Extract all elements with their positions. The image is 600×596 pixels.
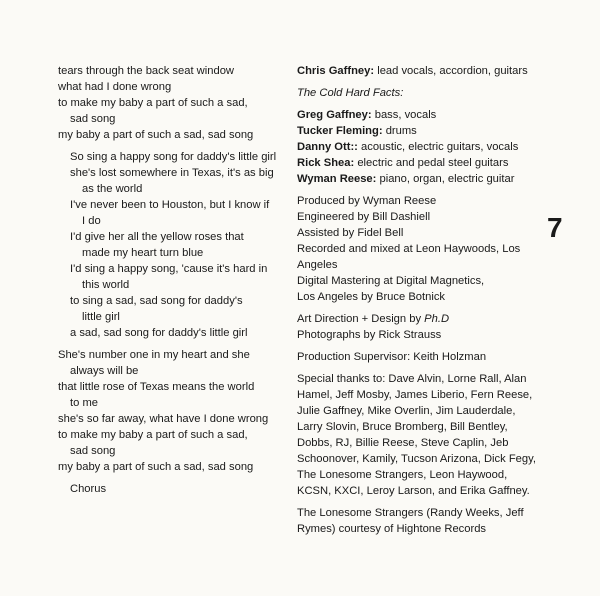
lyric-line: she's so far away, what have I done wrong [58, 413, 269, 425]
lyric-line: tears through the back seat window [58, 65, 234, 77]
band-member [297, 139, 547, 155]
lyric-line: that little rose of Texas means the world [58, 381, 255, 393]
lyric-line: sad song [70, 445, 116, 457]
credit-line: Larry Slovin, Bruce Bromberg, Bill Bentley, [297, 421, 508, 433]
lyric-line: a sad, sad song for daddy's little girl [70, 327, 248, 339]
band-member [297, 123, 547, 139]
lyrics-column [58, 63, 288, 497]
lyric-line: to make my baby a part of such a sad, [58, 429, 248, 441]
supervisor-credit: Production Supervisor: Keith Holzman [297, 351, 487, 363]
band-section-title: The Cold Hard Facts: [297, 87, 404, 99]
credit-line: Produced by Wyman Reese [297, 195, 437, 207]
member-name: Danny Ott:: [297, 141, 358, 153]
lyric-line: She's number one in my heart and she [58, 349, 250, 361]
band-member [297, 107, 547, 123]
credit-line: Recorded and mixed at Leon Haywoods, Los [297, 243, 521, 255]
lyric-line: she's lost somewhere in Texas, it's as big [70, 167, 274, 179]
lyric-line: my baby a part of such a sad, sad song [58, 129, 254, 141]
member-role: bass, vocals [374, 109, 437, 121]
lyric-line: what had I done wrong [58, 81, 172, 93]
lyric-line: to sing a sad, sad song for daddy's [70, 295, 243, 307]
credit-line: Julie Gaffney, Mike Overlin, Jim Lauderdale, [297, 405, 516, 417]
lead-credit-name: Chris Gaffney: [297, 65, 375, 77]
member-role: acoustic, electric guitars, vocals [361, 141, 519, 153]
lyric-line: sad song [70, 113, 116, 125]
production-credits [297, 193, 547, 305]
band-member [297, 171, 547, 187]
art-direction-credit [297, 311, 547, 327]
credit-line: Digital Mastering at Digital Magnetics, [297, 275, 485, 287]
member-role: piano, organ, electric guitar [379, 173, 515, 185]
credit-line: The Lonesome Strangers (Randy Weeks, Jeff [297, 507, 524, 519]
band-member [297, 155, 547, 171]
member-role: drums [385, 125, 417, 137]
art-direction-prefix: Art Direction + Design by [297, 313, 425, 325]
lyric-line: I'd sing a happy song, 'cause it's hard in [70, 263, 268, 275]
photography-credit: Photographs by Rick Strauss [297, 329, 442, 341]
courtesy-credit [297, 505, 547, 537]
lyric-line: I do [82, 215, 101, 227]
member-name: Greg Gaffney: [297, 109, 372, 121]
page-number: 7 [547, 212, 563, 243]
band-members [297, 107, 547, 187]
credit-line: Dobbs, RJ, Billie Reese, Steve Caplin, Jeb [297, 437, 509, 449]
lyric-line: to make my baby a part of such a sad, [58, 97, 248, 109]
member-name: Wyman Reese: [297, 173, 377, 185]
credits-column [297, 63, 547, 537]
lyrics-chorus [58, 149, 288, 341]
lyric-line: I've never been to Houston, but I know if [70, 199, 270, 211]
member-name: Rick Shea: [297, 157, 355, 169]
lyric-line: my baby a part of such a sad, sad song [58, 461, 254, 473]
chorus-label: Chorus [70, 483, 107, 495]
special-thanks [297, 371, 547, 499]
credit-line: Schoonover, Kamily, Tucson Arizona, Dick Fegy, [297, 453, 536, 465]
lyrics-verse-2 [58, 347, 288, 475]
member-role: electric and pedal steel guitars [357, 157, 509, 169]
lyrics-verse-1 [58, 63, 288, 143]
lyric-line: to me [70, 397, 98, 409]
credit-line: Angeles [297, 259, 338, 271]
credit-line: Assisted by Fidel Bell [297, 227, 404, 239]
lyric-line: I'd give her all the yellow roses that [70, 231, 244, 243]
credit-line: The Lonesome Strangers, Leon Haywood, [297, 469, 508, 481]
lead-credit [297, 63, 547, 79]
art-direction-name: Ph.D [424, 313, 450, 325]
member-name: Tucker Fleming: [297, 125, 383, 137]
credit-line: Hamel, Jeff Mosby, James Liberio, Fern Reese, [297, 389, 533, 401]
credit-line: Engineered by Bill Dashiell [297, 211, 431, 223]
lyric-line: made my heart turn blue [82, 247, 204, 259]
lyric-line: little girl [82, 311, 120, 323]
credit-line: Special thanks to: Dave Alvin, Lorne Rall, Alan [297, 373, 527, 385]
lyric-line: always will be [70, 365, 139, 377]
lead-credit-role: lead vocals, accordion, guitars [377, 65, 528, 77]
lyric-line: So sing a happy song for daddy's little girl [70, 151, 277, 163]
lyric-line: this world [82, 279, 130, 291]
lyric-line: as the world [82, 183, 143, 195]
credit-line: KCSN, KXCI, Leroy Larson, and Erika Gaffney. [297, 485, 530, 497]
credit-line: Rymes) courtesy of Hightone Records [297, 523, 487, 535]
credit-line: Los Angeles by Bruce Botnick [297, 291, 446, 303]
